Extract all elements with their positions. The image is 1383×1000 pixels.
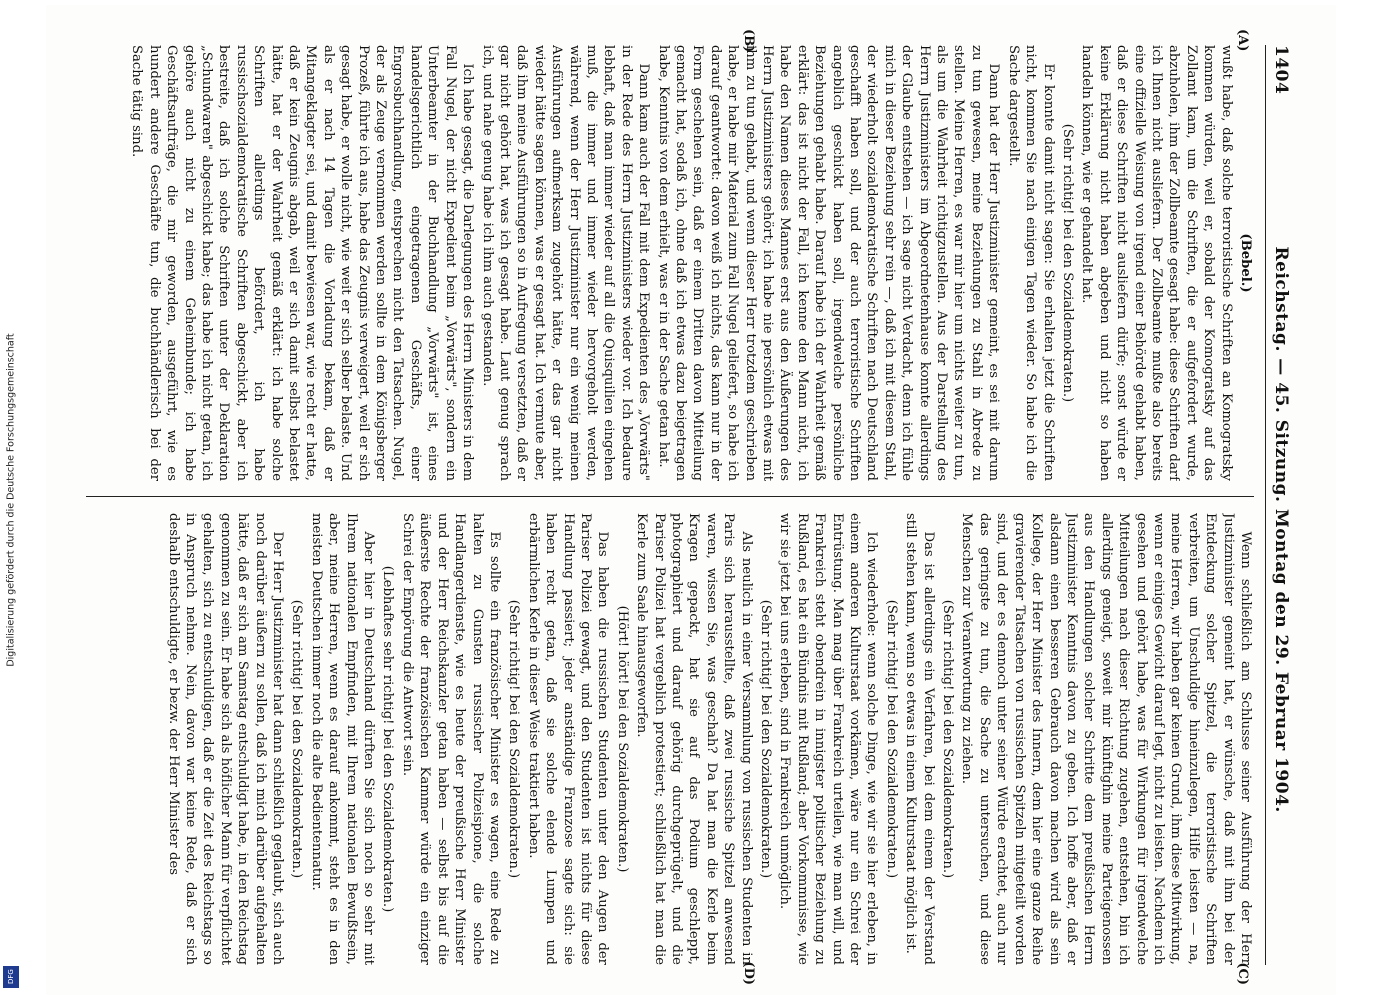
paragraph: Dann hat der Herr Justizminister gemeint, es sei mit darum zu tun gewesen, meine Beziehungen zu Stahl in Abrede zu stellen. Meine Herren, es war mir hier um nichts weiter zu tun, als um die Wahrheit richtigzustellen. Aus der Darstellung des Herrn Justizministers im Abgeordnetenhause konnte allerdings der Glaube entstehen — ich sage nicht Verdacht, denn ich fühle mich in dieser Beziehung sehr rein —, daß ich mit diesem Stahl, der wiederholt sozialdemokratische Schriften nach Deutschland geschafft haben soll, und der auch terroristische Schriften angeblich geschickt haben soll, irgendwelche persönliche Beziehungen gehabt habe. Darauf habe ich der Wahrheit gemäß erklärt: das ist nicht der Fall, ich kenne den Mann nicht, ich habe den Namen dieses Mannes erst aus den Äußerungen des Herrn Justizministers gehört; ich habe nie persönlich etwas mit ihm zu tun gehabt, und wenn dieser Herr trotzdem geschrieben habe, er habe mir Material zum Fall Nugel geliefert, so habe ich darauf geantwortet: davon weiß ich nichts, das kann nur in der Form geschehen sein, daß er einem Dritten davon Mitteilung gemacht hat, sodaß ich, ohne daß ich etwas dazu beigetragen habe, Kenntnis von dem erhielt, was er in der Sache getan hat.	[655, 45, 1002, 481]
paragraph: Ich habe gesagt, die Darlegungen des Herrn Ministers in dem Fall Nugel, der nicht Expedient beim „Vorwärts", sondern ein Unterbeamter in der Buchhandlung „Vorwärts" ist, eines handelsgerichtlich eingetragenen Geschäfts, einer Engrosbuchhandlung, entsprechen nicht den Tatsachen. Nugel, der als Zeuge vernommen werden sollte in dem Königsberger Prozeß, führte ich aus, habe das Zeugnis verweigert, weil er sich gesagt habe, er wolle nicht, wie weit er sich selber belaste. Und als er nach 14 Tagen die Vorladung bekam, daß er Mitangeklagter sei, und damit bewiesen war, wie recht er hatte, daß er kein Zeugnis abgab, weil er sich damit selbst belastet hätte, hat er der Wahrheit gemäß erklärt: ich habe solche Schriften allerdings befördert, ich habe russischsozialdemokratische Schriften abgeschickt, aber ich bestreite, daß ich solche Schriften unter der Deklaration „Schundwaren" abgeschickt habe; das habe ich nicht getan, ich gehöre auch nicht zu einem Geheimbunde; ich habe Geschäftsaufträge, die mir geworden, ausgeführt, wie es hundert andere Geschäfte tun, die buchhändlerisch bei der Sache tätig sind.	[129, 45, 476, 481]
speaker-name: (Bebel.)	[1238, 233, 1253, 293]
paragraph: Wenn schließlich am Schlusse seiner Ausführung der Herr Justizminister gemeint hat, er wünsche, daß mit ihm bei der Entdeckung solcher Spitzel, die terroristische Schriften verbreiten, um Unschuldige hineinzulegen, Hilfe leisten — na, meine Herren, wir haben gar keinen Grund, ihm diese Mitwirkung, wenn er einiges Gewicht darauf legt, nicht zu leisten. Nachdem ich gesehen und gehört habe, was für Wirkungen für irgendwelche Mitteilungen nach dieser Richtung zugehen, entstehen, bin ich allerdings geneigt, soweit mir künftighin meine Parteigenossen aus den Handlungen solcher Schritte dem preußischen Herrn Justizminister Kenntnis davon zu geben. Ich hoffe aber, daß er alsdann einen besseren Gebrauch davon machen wird als sein Kollege, der Herr Minister des Innern, dem hier eine ganze Reihe gravierender Tatsachen von russischen Spitzeln mitgeteilt worden sind, und der es dennoch unter seiner Würde erachtet, auch nur das geringste zu tun, die Sache zu untersuchen, und diese Menschen zur Verantwortung zu ziehen.	[959, 513, 1253, 965]
dfg-logo: DFG	[3, 966, 19, 988]
page-title: Reichstag. — 45. Sitzung. Montag den 29. Februar 1904.	[1271, 246, 1291, 813]
paragraph: Als neulich in einer Versammlung von russischen Studenten in Paris sich herausstellte, daß zwei russische Spitzel anwesend waren, wissen Sie, was geschah? Da hat man die Kerle beim Kragen gepackt, hat sie auf das Podium geschleppt, photographiert und darauf gehörig durchgeprügelt, und die Pariser Polizei hat vergeblich protestiert; schließlich hat man die Kerle zum Saale hinausgeworfen.	[634, 513, 754, 965]
paragraph: wußt habe, daß solche terroristische Schriften an Komogratsky kommen würden, weil er, sobald der Komogratsky auf das Zollamt kam, um die Schriften, die er aufgefordert wurde, abzuholen, ihm der Zollbeamte gesagt habe: diese Schriften darf ich Ihnen nicht ausliefern. Der Zollbeamte mußte also bereits eine offizielle Weisung von irgend einer Behörde gehabt haben, daß er diese Schriften nicht ausliefern dürfe; sonst würde er keine Erklärung nicht haben abgeben und nicht so haben handeln können, wie er gehandelt hat.	[1079, 45, 1234, 481]
column-divider	[86, 496, 1254, 497]
left-column	[86, 45, 1254, 481]
interjection: (Sehr richtig! bei den Sozialdemokraten.)	[1059, 123, 1075, 403]
margin-marker-b: (B)	[741, 29, 756, 53]
credit-text: Digitalisierung gefördert durch die Deutsche Forschungsgemeinschaft	[5, 333, 17, 667]
interjection: (Sehr richtig! bei den Sozialdemokraten.)	[883, 599, 899, 879]
interjection: (Sehr richtig! bei den Sozialdemokraten.)	[289, 599, 305, 879]
interjection: (Sehr richtig! bei den Sozialdemokraten.)	[758, 599, 774, 879]
paragraph: Das haben die russischen Studenten unter den Augen der Pariser Polizei gewagt, und den Studenten ist nichts für diese Handlung passiert; jeder anständige Franzose sagte sich: sie haben recht getan, daß sie solche elende Lumpen und erbärmlichen Kerle in dieser Weise traktiert haben.	[525, 513, 611, 965]
margin-marker-d: (D)	[741, 961, 756, 985]
margin-marker-c: (C)	[1235, 962, 1250, 985]
interjection: (Sehr richtig! bei den Sozialdemokraten.)	[940, 599, 956, 879]
paragraph: Der Herr Justizminister hat dann schließlich geglaubt, sich auch noch darüber äußern zu sollen, daß ich mich darüber aufgehalten hätte, daß er sich am Samstag entschuldigt habe, in den Reichstag genommen zu sein. Er habe sich als höflicher Mann für verpflichtet gehalten, sich zu entschuldigen, daß er die Zeit des Reichstags so in Anspruch nehme. Nein, davon war keine Rede, daß er sich deshalb entschuldigte, er bezw. der Herr Minister des	[165, 513, 286, 965]
interjection: (Lebhaftes sehr richtig! bei den Sozialdemokraten.)	[380, 565, 396, 913]
interjection: (Hört! hört! bei den Sozialdemokraten.)	[614, 605, 630, 873]
right-column	[86, 513, 1254, 965]
page-header	[1265, 45, 1296, 965]
paragraph: Ich wiederhole: wenn solche Dinge, wie wir sie hier erleben, in einem anderen Kulturstaat vorkämen, wäre nur ein Schrei der Entrüstung. Man mag über Frankreich urteilen, wie man will, und Frankreich steht obendrein in innigster politischer Beziehung zu Rußland, es hat ein Bündnis mit Rußland; aber Vorkommnisse, wie wir sie jetzt bei uns erleben, sind in Frankreich unmöglich.	[777, 513, 880, 965]
page-number: 1404	[1271, 45, 1291, 95]
paragraph: Er konnte damit nicht sagen: Sie erhalten jetzt die Schriften nicht, kommen Sie nach einigen Tagen wieder. So habe ich die Sache dargestellt.	[1005, 45, 1056, 481]
paragraph: Dann kam auch der Fall mit dem Expedienten des „Vorwärts" in der Rede des Herrn Justizministers wieder vor. Ich bedaure lebhaft, daß man immer wieder auf all die Quisquilien eingehen muß, die immer und immer wieder hervorgeholt werden, während, wenn der Herr Justizminister nur ein wenig meinen Ausführungen aufmerksam zugehört hätte, er das gar nicht wieder hätte sagen können, was er gesagt hat. Ich vermute aber, daß ihm meine Ausführungen so in Aufregung versetzten, daß er gar nicht gehört hat, was ich gesagt habe. Laut genug sprach ich, und nahe genug habe ich ihm auch gestanden.	[479, 45, 652, 481]
digitization-credit	[0, 0, 22, 1000]
paragraph: Aber hier in Deutschland dürften Sie sich noch so sehr mit Ihrem nationalen Empfinden, mit Ihrem nationalen Bewußtsein, aber, meine Herren, wenn es darauf ankommt, steht es in den meisten Deutschen immer noch die alte Bedientennatur.	[308, 513, 377, 965]
interjection: (Sehr richtig! bei den Sozialdemokraten.)	[506, 599, 522, 879]
newspaper-page	[46, 5, 1336, 995]
paragraph: Es sollte ein französischer Minister es wagen, eine Rede zu halten zu Gunsten russischer Polizeispione, die solche Handlangerdienste, wie es heute der preußische Herr Minister und der Herr Reichskanzler getan haben — selbst bis auf die äußerste Rechte der französischen Kammer würde ein einziger Schrei der Empörung die Antwort sein.	[399, 513, 502, 965]
margin-marker-a: (A)	[1235, 29, 1250, 52]
paragraph: Das ist allerdings ein Verfahren, bei dem einem der Verstand still stehen kann, wenn so etwas in einem Kulturstaat möglich ist.	[903, 513, 936, 965]
